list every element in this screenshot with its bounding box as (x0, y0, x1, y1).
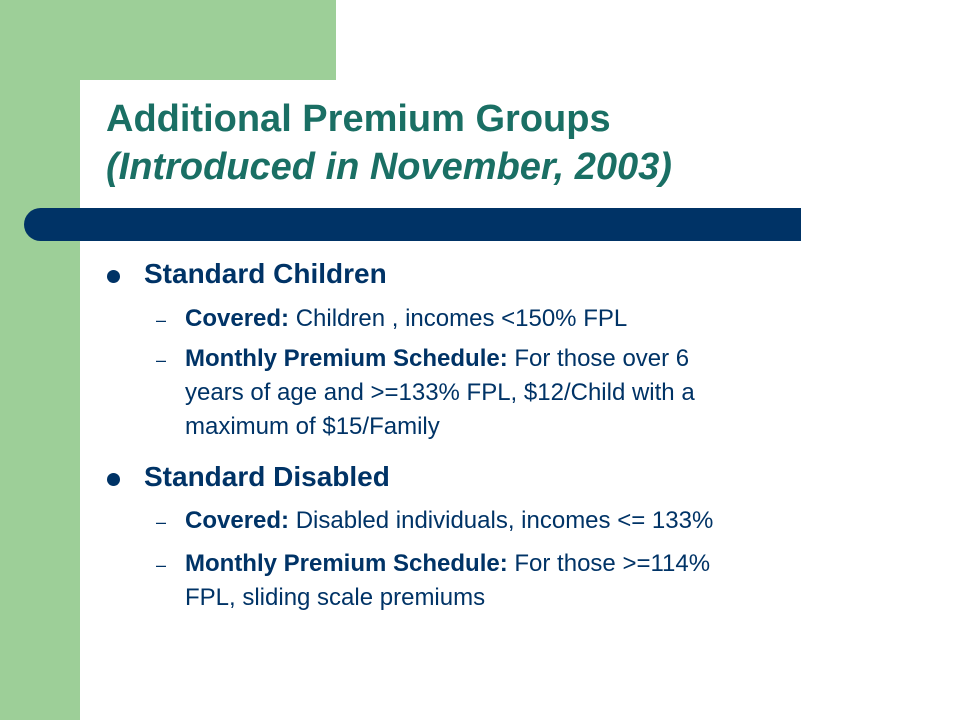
dash-icon: – (156, 555, 167, 575)
group-heading-standard-disabled: Standard Disabled (144, 461, 390, 492)
group-heading-standard-children: Standard Children (144, 258, 387, 289)
bullet-dot-icon (107, 270, 120, 283)
schedule-text: For those over 6 (514, 345, 690, 372)
schedule-text: For those >=114% (514, 550, 711, 577)
dash-icon: – (156, 310, 167, 330)
children-schedule-line-2: years of age and >=133% FPL, $12/Child with a (185, 379, 695, 406)
bullet-dot-icon (107, 473, 120, 486)
disabled-schedule-line-1 (185, 548, 710, 580)
title-line-1: Additional Premium Groups (106, 98, 611, 140)
schedule-label: Monthly Premium Schedule: (185, 550, 508, 577)
dash-icon: – (156, 350, 167, 370)
covered-label: Covered: (185, 305, 290, 332)
disabled-schedule-line-2: FPL, sliding scale premiums (185, 584, 486, 611)
children-covered-line (185, 303, 627, 335)
covered-text: Children , incomes <150% FPL (295, 305, 628, 332)
title-line-2: (Introduced in November, 2003) (106, 146, 672, 188)
children-schedule-line-1 (185, 343, 689, 375)
covered-label: Covered: (185, 507, 290, 534)
covered-text: Disabled individuals, incomes <= 133% (295, 507, 714, 534)
dash-icon: – (156, 512, 167, 532)
schedule-label: Monthly Premium Schedule: (185, 345, 508, 372)
disabled-covered-line (185, 505, 713, 537)
children-schedule-line-3: maximum of $15/Family (185, 413, 440, 440)
